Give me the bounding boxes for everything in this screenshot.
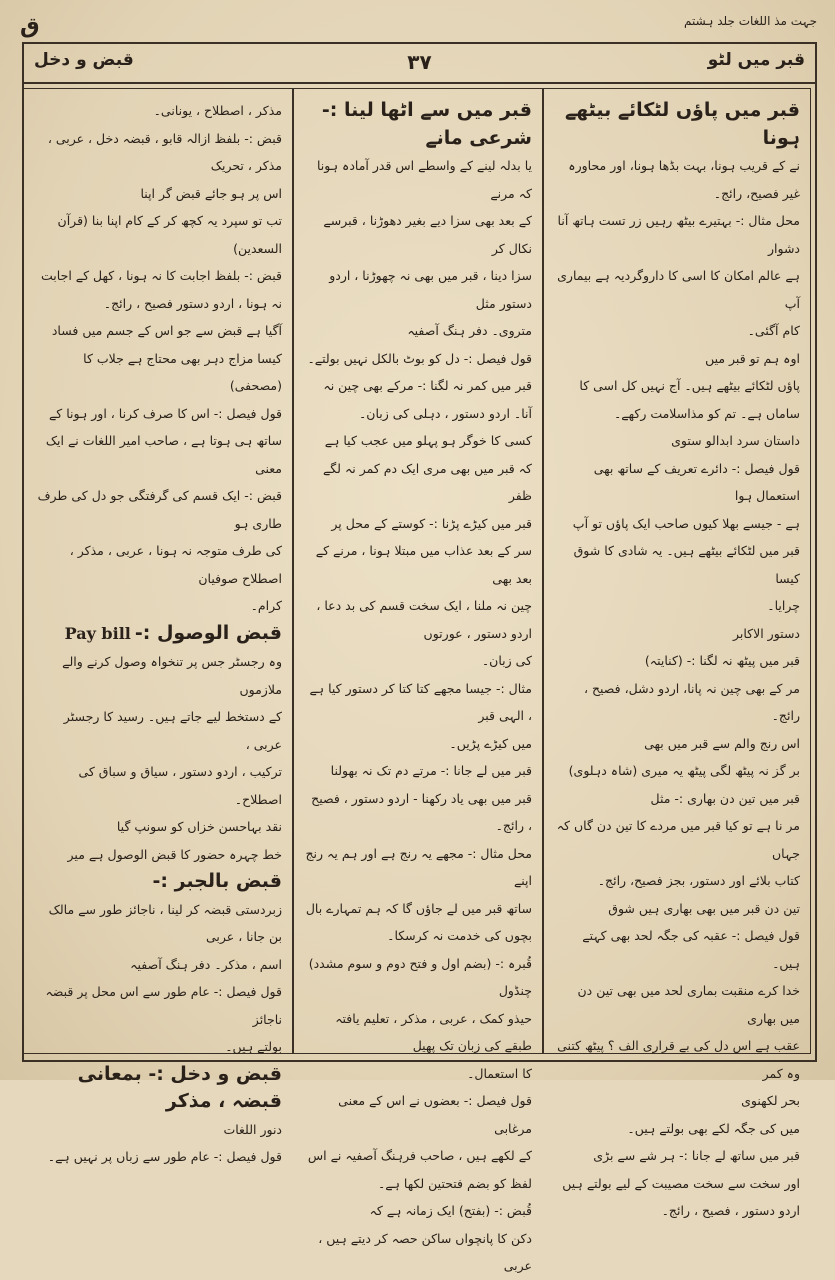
entry-title: قبر میں پاؤں لٹکائے بیٹھے ہونا — [564, 99, 800, 149]
text-line: اصطلاح۔ — [234, 791, 282, 807]
text-line: خط چہرہ حضور کا قبض الوصول ہے میر — [67, 846, 282, 862]
english-term: Pay bill — [64, 623, 131, 643]
header-first-entry: قبر میں لٹو — [707, 50, 805, 70]
text-line: قول فیصل :- عقبہ کی جگہ لحد بھی کہتے ہیں۔ — [582, 928, 800, 971]
text-line: قول فیصل :- بعضوں نے اس کے معنی مرغابی — [338, 1093, 532, 1136]
text-line: ساتھ ہی ہوتا ہے ، صاحب امیر اللغات نے ایک معنی — [45, 433, 282, 476]
text-line: کے دستخط لیے جاتے ہیں۔ رسید کا رجسٹر عربی ، — [63, 709, 282, 752]
text-line: قُبض :- (بفتح) ایک زمانہ ہے کہ — [369, 1203, 532, 1218]
entry-title: قبر میں سے اٹھا لینا :- شرعی مانے — [321, 99, 532, 149]
text-line: کیسا مزاج دہر بھی محتاج ہے جلاب کا (مصحفی) — [83, 350, 282, 393]
text-line: قبر میں ساتھ لے جانا :- ہر شے سے بڑی — [593, 1148, 800, 1163]
text-line: چین نہ ملنا ، ایک سخت قسم کی بد دعا ، اردو دستور ، عورتوں — [316, 598, 532, 641]
text-line: آنا۔ اردو دستور ، دہلی کی زبان۔ — [358, 405, 532, 421]
entry-title: قبض و دخل :- بمعانی قبضہ ، مذکر — [77, 1062, 282, 1112]
text-line: تین دن قبر میں بھی بھاری ہیں شوق — [608, 900, 800, 916]
text-line: کی طرف متوجہ نہ ہونا ، عربی ، مذکر ، اصطلاح صوفیان — [69, 543, 282, 586]
text-line: کا استعمال۔ — [467, 1065, 532, 1081]
running-head — [20, 14, 817, 42]
text-line: اس پر ہو جائے قبض گر اپنا — [140, 185, 282, 201]
entry-title: قبض الوصول :- — [134, 621, 282, 644]
text-line: قول فیصل :- دل کو بوٹ بالکل نہیں بولتے۔ — [307, 350, 532, 366]
text-line: کے بعد بھی سزا دیے بغیر دھوڑنا ، قبرسے نکال کر — [323, 213, 532, 256]
text-line: اسم ، مذکر۔ دفر ہنگ آصفیہ — [130, 956, 282, 972]
text-line: داستان سرد ابدالو ستوی — [671, 433, 800, 448]
text-line: نہ ہونا ، اردو دستور فصیح ، رائج۔ — [103, 295, 282, 311]
text-line: اردو دستور ، فصیح ، رائج۔ — [661, 1203, 800, 1218]
header-bar — [24, 44, 815, 84]
page-number: ۳۷ — [407, 50, 432, 74]
column-left-lines — [34, 97, 282, 620]
text-line: ہے - جیسے بھلا کیوں صاحب ایک پاؤں تو آپ — [572, 515, 800, 531]
text-line: قول فیصل :- اس کا صرف کرنا ، اور ہونا کے — [48, 405, 282, 421]
text-line: حیذو کمک ، عربی ، مذکر ، تعلیم یافتہ طبقے کی زبان تک پھیل — [335, 1010, 532, 1053]
text-line: بر گز نہ پیٹھ لگی پیٹھ یہ میری (شاہ دہلوی) — [568, 763, 800, 778]
text-line: لفظ کو بضم فتحتین لکھا ہے۔ — [377, 1175, 532, 1191]
text-line: قبر میں لٹکائے بیٹھے ہیں۔ یہ شادی کا شوق کیسا — [573, 543, 800, 586]
column-left-lines-2 — [34, 648, 282, 868]
text-line: قبض :- بلفظ ازالہ قابو ، قبضہ دخل ، عربی ، مذکر ، تحریک — [47, 130, 282, 173]
column-middle — [293, 88, 543, 1273]
text-line: محل مثال :- بہتیرے بیٹھ رہیں زر تست ہاتھ آنا دشوار — [557, 213, 800, 256]
text-line: قبر میں کمر نہ لگنا :- مرکے بھی چین نہ — [323, 378, 532, 393]
text-line: قبض :- ایک قسم کی گرفتگی جو دل کی طرف طاری ہو — [37, 488, 282, 531]
column-right — [543, 88, 811, 1218]
text-line: ترکیب ، اردو دستور ، سیاق و سباق کی — [78, 764, 282, 779]
text-line: دستور الاکابر — [732, 625, 800, 641]
text-line: قبر میں بھی یاد رکھنا - اردو دستور ، فصیح ، رائج۔ — [311, 790, 532, 833]
text-line: قبض :- بلفظ اجابت کا نہ ہونا ، کھل کے اجابت — [41, 268, 282, 283]
page-frame — [22, 42, 817, 1273]
text-line: قبر میں کیڑے پڑنا :- کوستے کے محل پر — [331, 515, 532, 531]
column-right-lines — [554, 152, 800, 1225]
running-head-title: جہت مذ اللغات جلد ہشتم — [684, 14, 817, 28]
text-line: قُبرہ :- (بضم اول و فتح دوم و سوم مشدد) چنڈول — [308, 955, 532, 998]
column-middle-lines — [304, 152, 532, 1280]
text-line: سزا دینا ، قبر میں بھی نہ چھوڑنا ، اردو دستور مثل — [329, 268, 532, 311]
text-line: تب تو سپرد یہ کچھ کر کے کام اپنا بنا (قرآن السعدین) — [57, 213, 282, 256]
text-line: مر نا ہے تو کیا قبر میں مردے کا تین دن گاں کہ جہاں — [556, 818, 800, 861]
text-line: قبر میں لے جانا :- مرتے دم تک نہ بھولنا — [330, 763, 532, 778]
text-line: پاؤں لٹکائے بیٹھے ہیں۔ آج نہیں کل اسی کا — [579, 378, 800, 393]
text-line: کی زبان۔ — [481, 653, 532, 668]
text-line: وہ رجسٹر جس پر تنخواہ وصول کرنے والے ملازموں — [62, 654, 282, 697]
text-line: کتاب بلائے اور دستور، بجز فصیح، رائج۔ — [597, 873, 800, 888]
text-line: اوہ ہم تو قبر میں — [705, 350, 800, 366]
running-head-letter: ق — [20, 14, 40, 39]
text-line: قول فیصل :- دائرے تعریف کے ساتھ بھی استعمال ہوا — [593, 460, 800, 503]
text-line: محل مثال :- مجھے یہ رنج ہے اور ہم یہ رنج اپنے — [305, 845, 532, 888]
text-line: غیر فصیح، رائج۔ — [713, 185, 800, 201]
text-line: آگیا ہے قبض سے جو اس کے جسم میں فساد — [51, 323, 282, 338]
text-line: متروی۔ دفر ہنگ آصفیہ — [407, 323, 532, 338]
qabz-wusul-row — [34, 620, 282, 649]
text-line: نقد بہاحسن خزاں کو سونپ گیا — [116, 819, 282, 834]
text-line: چرایا۔ — [767, 598, 800, 613]
text-line: زبردستی قبضہ کر لینا ، ناجائز طور سے مالک بن جانا ، عربی — [48, 901, 282, 944]
text-line: قبر میں تین دن بھاری :- مثل — [650, 790, 800, 806]
text-line: سر کے بعد عذاب میں مبتلا ہونا ، مرنے کے بعد بھی — [315, 543, 532, 586]
text-line: دکن کا پانچواں ساکن حصہ کر دیتے ہیں ، عربی — [318, 1230, 532, 1273]
text-line: کسی کا خوگر ہو پہلو میں عجب کیا ہے — [324, 433, 532, 448]
text-line: کام آگئی۔ — [747, 323, 800, 338]
entry-title: قبض بالجبر :- — [152, 870, 282, 892]
text-line: مثال :- جیسا مجھے کتا کتا کر دستور کیا ہے ، الہی قبر — [309, 680, 532, 723]
text-line: کہ قبر میں بھی مری ایک دم کمر نہ لگے ظفر — [322, 460, 532, 503]
text-line: بحر لکھنوی — [741, 1093, 800, 1108]
text-line: قول فیصل :- عام طور سے زباں پر نہیں ہے۔ — [47, 1149, 282, 1164]
header-last-entry: قبض و دخل — [34, 50, 134, 70]
text-line: کے لکھے ہیں ، صاحب فرہنگ آصفیہ نے اس — [307, 1148, 532, 1163]
text-line: نے کے قریب ہونا، بہت بڈھا ہونا، اور محاورہ — [568, 158, 800, 173]
text-line: بولتے ہیں۔ — [225, 1039, 282, 1054]
text-line: قول فیصل :- عام طور سے اس محل پر قبضہ ناجائز — [45, 984, 282, 1027]
text-line: یا بدلہ لینے کے واسطے اس قدر آمادہ ہونا کہ مرنے — [316, 158, 532, 201]
column-left — [23, 88, 293, 1164]
text-line: ساتھ قبر میں لے جاؤں گا کہ ہم تمہارے بال — [305, 900, 532, 916]
text-line: دنور اللغات — [223, 1121, 282, 1137]
text-line: میں کی جگہ لکے بھی بولتے ہیں۔ — [627, 1120, 800, 1136]
text-line: قبر میں پیٹھ نہ لگنا :- (کنایتہ) — [644, 653, 800, 668]
text-line: عقب ہے اس دل کی بے قراری الف ؟ پیٹھ کتنی وہ کمر — [557, 1038, 800, 1081]
text-line: اس رنج والم سے قبر میں بھی — [644, 735, 800, 751]
text-line: خدا کرے منقبت بماری لحد میں بھی تین دن میں بھاری — [577, 983, 800, 1026]
column-left-lines-3 — [34, 896, 282, 1061]
text-line: کرام۔ — [250, 598, 282, 613]
text-line: ہے عالم امکان کا اسی کا داروگردیہ ہے بیماری آپ — [557, 268, 800, 311]
column-left-lines-4 — [34, 1116, 282, 1171]
text-line: مذکر ، اصطلاح ، یونانی۔ — [153, 103, 282, 118]
text-line: میں کیڑے پڑیں۔ — [449, 735, 532, 751]
text-line: اور سخت سے سخت مصیبت کے لیے بولتے ہیں — [562, 1175, 800, 1191]
text-line: بچوں کی خدمت نہ کرسکا۔ — [387, 928, 532, 943]
text-line: مر کے بھی چین نہ پانا، اردو دشل، فصیح ، رائج۔ — [583, 680, 800, 723]
text-line: ساماں ہے۔ تم کو مذاسلامت رکھے۔ — [613, 405, 800, 421]
